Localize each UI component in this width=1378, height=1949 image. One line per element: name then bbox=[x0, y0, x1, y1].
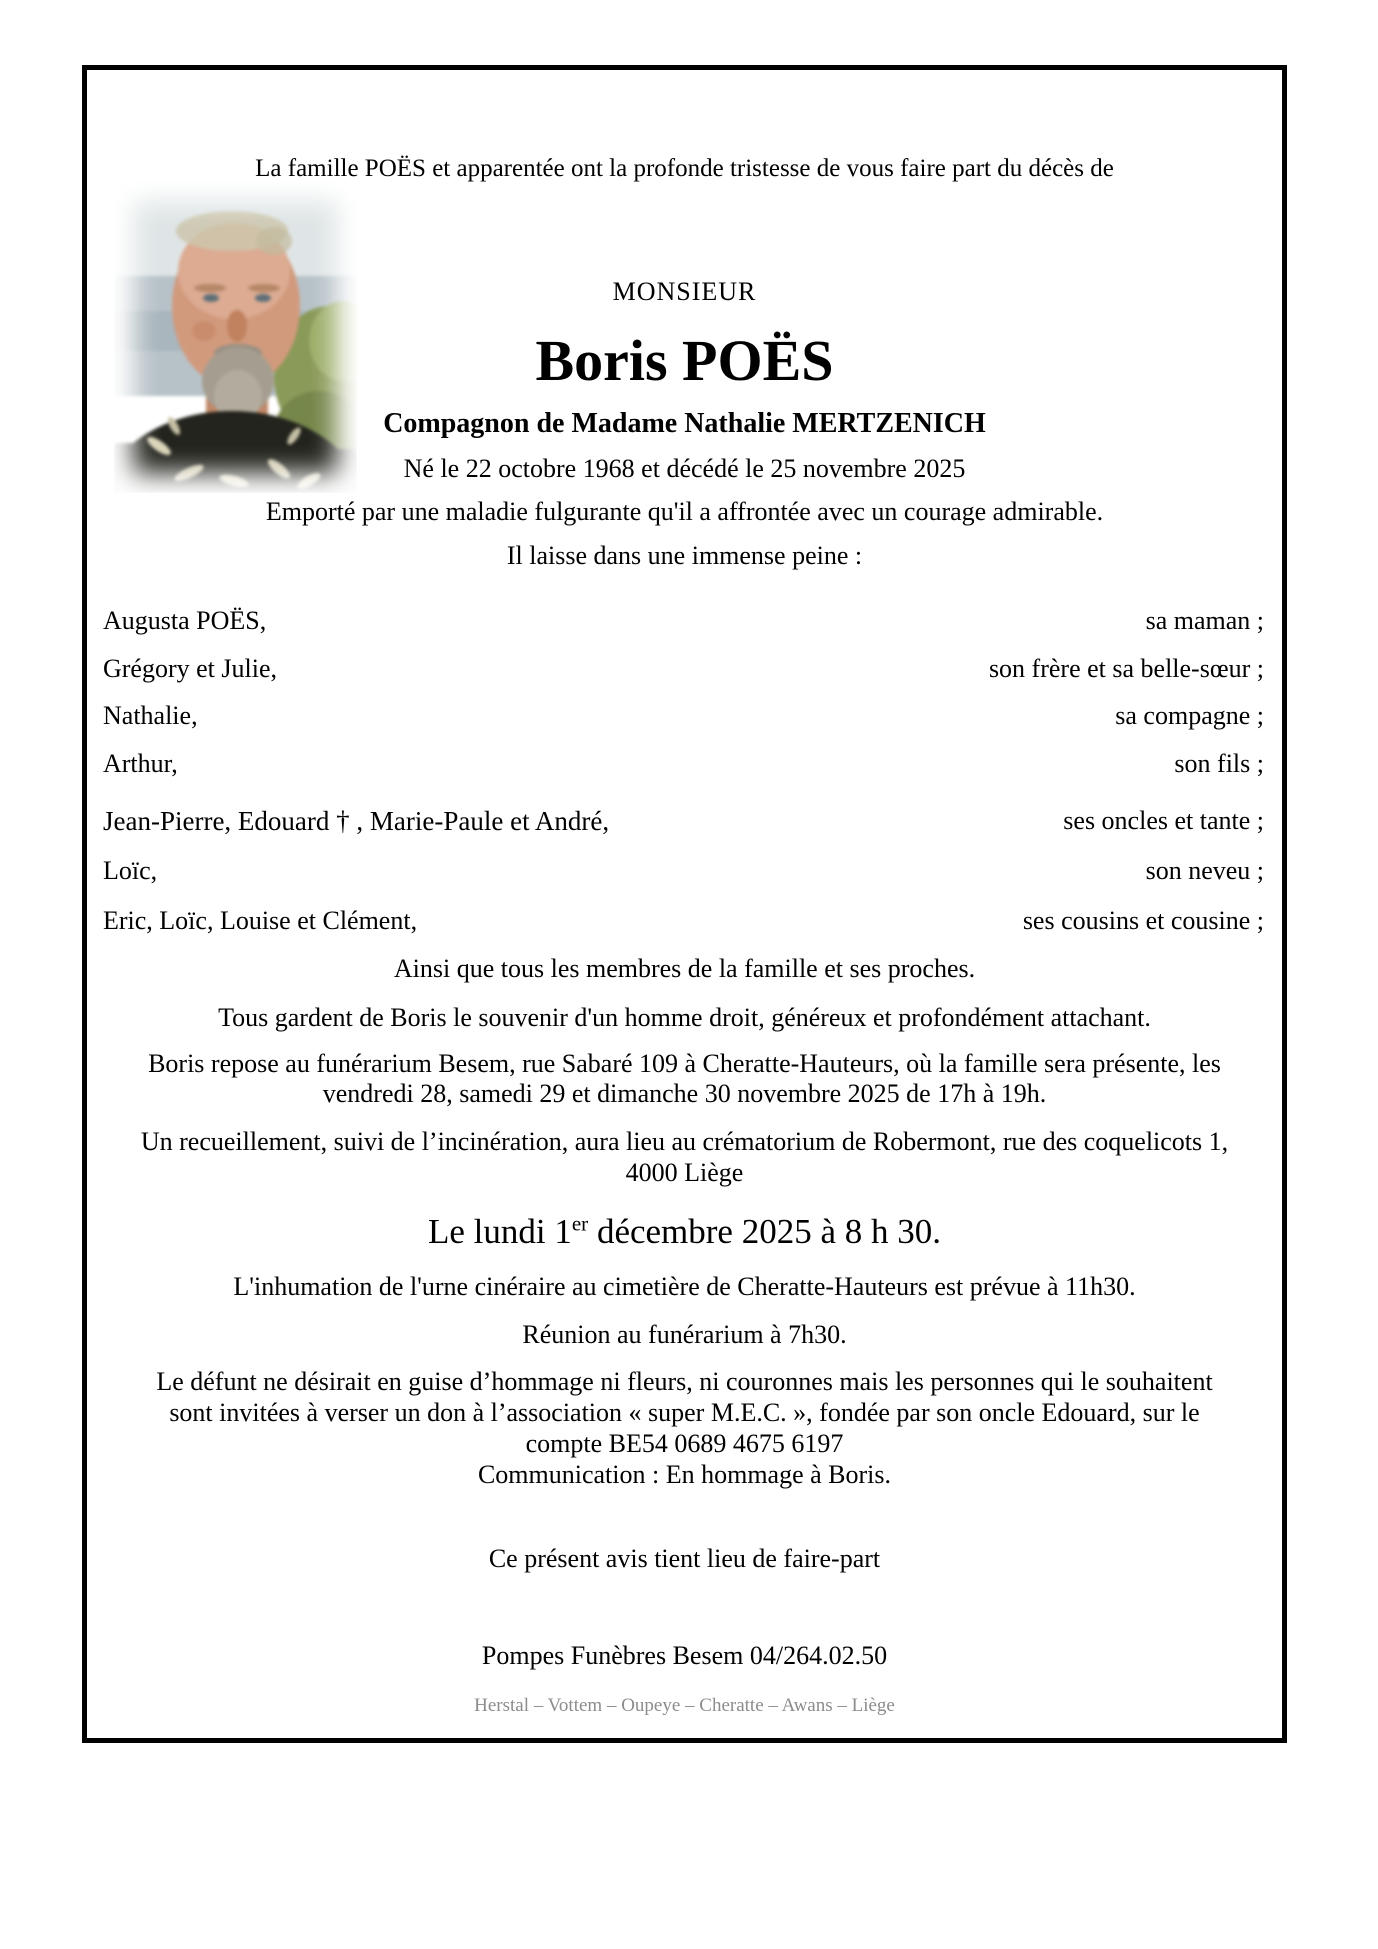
mourner-relation: ses oncles et tante ; bbox=[1063, 806, 1264, 835]
meeting-line: Réunion au funérarium à 7h30. bbox=[522, 1320, 847, 1349]
relationship-line: Compagnon de Madame Nathalie MERTZENICH bbox=[383, 408, 986, 439]
announcement-frame bbox=[82, 65, 1287, 1743]
mourner-name: Nathalie, bbox=[103, 701, 198, 730]
mourner-row bbox=[103, 749, 1264, 779]
repose-line-1: Boris repose au funérarium Besem, rue Sabaré 109 à Cheratte-Hauteurs, où la famille sera présente, les bbox=[148, 1049, 1221, 1078]
mourner-row bbox=[103, 654, 1264, 684]
deceased-name: Boris POËS bbox=[535, 328, 834, 393]
ceremony-date-prefix: Le lundi 1 bbox=[427, 1212, 572, 1251]
ceremony-date bbox=[87, 1213, 1282, 1251]
mourner-relation: sa maman ; bbox=[1145, 606, 1264, 635]
donation-line-1: Le défunt ne désirait en guise d’hommage ni fleurs, ni couronnes mais les personnes qui le souhaitent bbox=[156, 1367, 1213, 1396]
repose-line-2: vendredi 28, samedi 29 et dimanche 30 novembre 2025 de 17h à 19h. bbox=[322, 1079, 1047, 1108]
mourner-name: Jean-Pierre, Edouard † , Marie-Paule et André, bbox=[103, 806, 610, 836]
mourning-intro: Il laisse dans une immense peine : bbox=[506, 541, 863, 570]
donation-communication-line: Communication : En hommage à Boris. bbox=[477, 1460, 892, 1489]
mourner-row bbox=[103, 856, 1264, 886]
mourner-relation: ses cousins et cousine ; bbox=[1022, 906, 1264, 935]
mourner-name: Grégory et Julie, bbox=[103, 654, 278, 683]
mourner-row bbox=[103, 906, 1264, 936]
mourner-name: Arthur, bbox=[103, 749, 178, 778]
family-note: Ainsi que tous les membres de la famille et ses proches. bbox=[393, 954, 976, 983]
donation-line-2: sont invitées à verser un don à l’association « super M.E.C. », fondée par son oncle Edouard, sur le bbox=[169, 1398, 1200, 1427]
mourner-row-with-dagger bbox=[103, 806, 1264, 836]
mourner-name: Loïc, bbox=[103, 856, 158, 885]
civility-title: MONSIEUR bbox=[612, 277, 757, 306]
mourner-relation: son fils ; bbox=[1174, 749, 1264, 778]
tribute-line: Emporté par une maladie fulgurante qu'il a affrontée avec un courage admirable. bbox=[265, 497, 1104, 526]
family-header: La famille POËS et apparentée ont la profonde tristesse de vous faire part du décès de bbox=[255, 155, 1114, 182]
life-dates: Né le 22 octobre 1968 et décédé le 25 novembre 2025 bbox=[403, 454, 966, 483]
donation-paragraph bbox=[87, 1366, 1282, 1490]
cremation-paragraph bbox=[87, 1126, 1282, 1188]
mourner-name: Eric, Loïc, Louise et Clément, bbox=[103, 906, 418, 935]
mourner-name: Augusta POËS, bbox=[103, 606, 267, 635]
memory-note: Tous gardent de Boris le souvenir d'un homme droit, généreux et profondément attachant. bbox=[218, 1003, 1151, 1032]
funeral-home-line: Pompes Funèbres Besem 04/264.02.50 bbox=[481, 1641, 888, 1670]
ordinal-superscript: er bbox=[571, 1211, 589, 1236]
donation-account-line: compte BE54 0689 4675 6197 bbox=[525, 1429, 844, 1458]
mourner-relation: son neveu ; bbox=[1145, 856, 1264, 885]
mourner-relation: sa compagne ; bbox=[1115, 701, 1264, 730]
legal-notice-line: Ce présent avis tient lieu de faire-part bbox=[488, 1544, 881, 1573]
mourner-relation: son frère et sa belle-sœur ; bbox=[988, 654, 1264, 683]
repose-paragraph bbox=[87, 1049, 1282, 1109]
funeral-home-locations: Herstal – Vottem – Oupeye – Cheratte – Awans – Liège bbox=[474, 1695, 895, 1716]
cremation-line-2: 4000 Liège bbox=[625, 1158, 744, 1187]
inhumation-line: L'inhumation de l'urne cinéraire au cimetière de Cheratte-Hauteurs est prévue à 11h30. bbox=[233, 1272, 1136, 1301]
mourner-row bbox=[103, 701, 1264, 731]
mourner-row bbox=[103, 606, 1264, 636]
ceremony-date-suffix: décembre 2025 à 8 h 30. bbox=[588, 1212, 941, 1251]
cremation-line-1: Un recueillement, suivi de l’incinération, aura lieu au crématorium de Robermont, rue des coquelicots 1, bbox=[140, 1127, 1229, 1156]
